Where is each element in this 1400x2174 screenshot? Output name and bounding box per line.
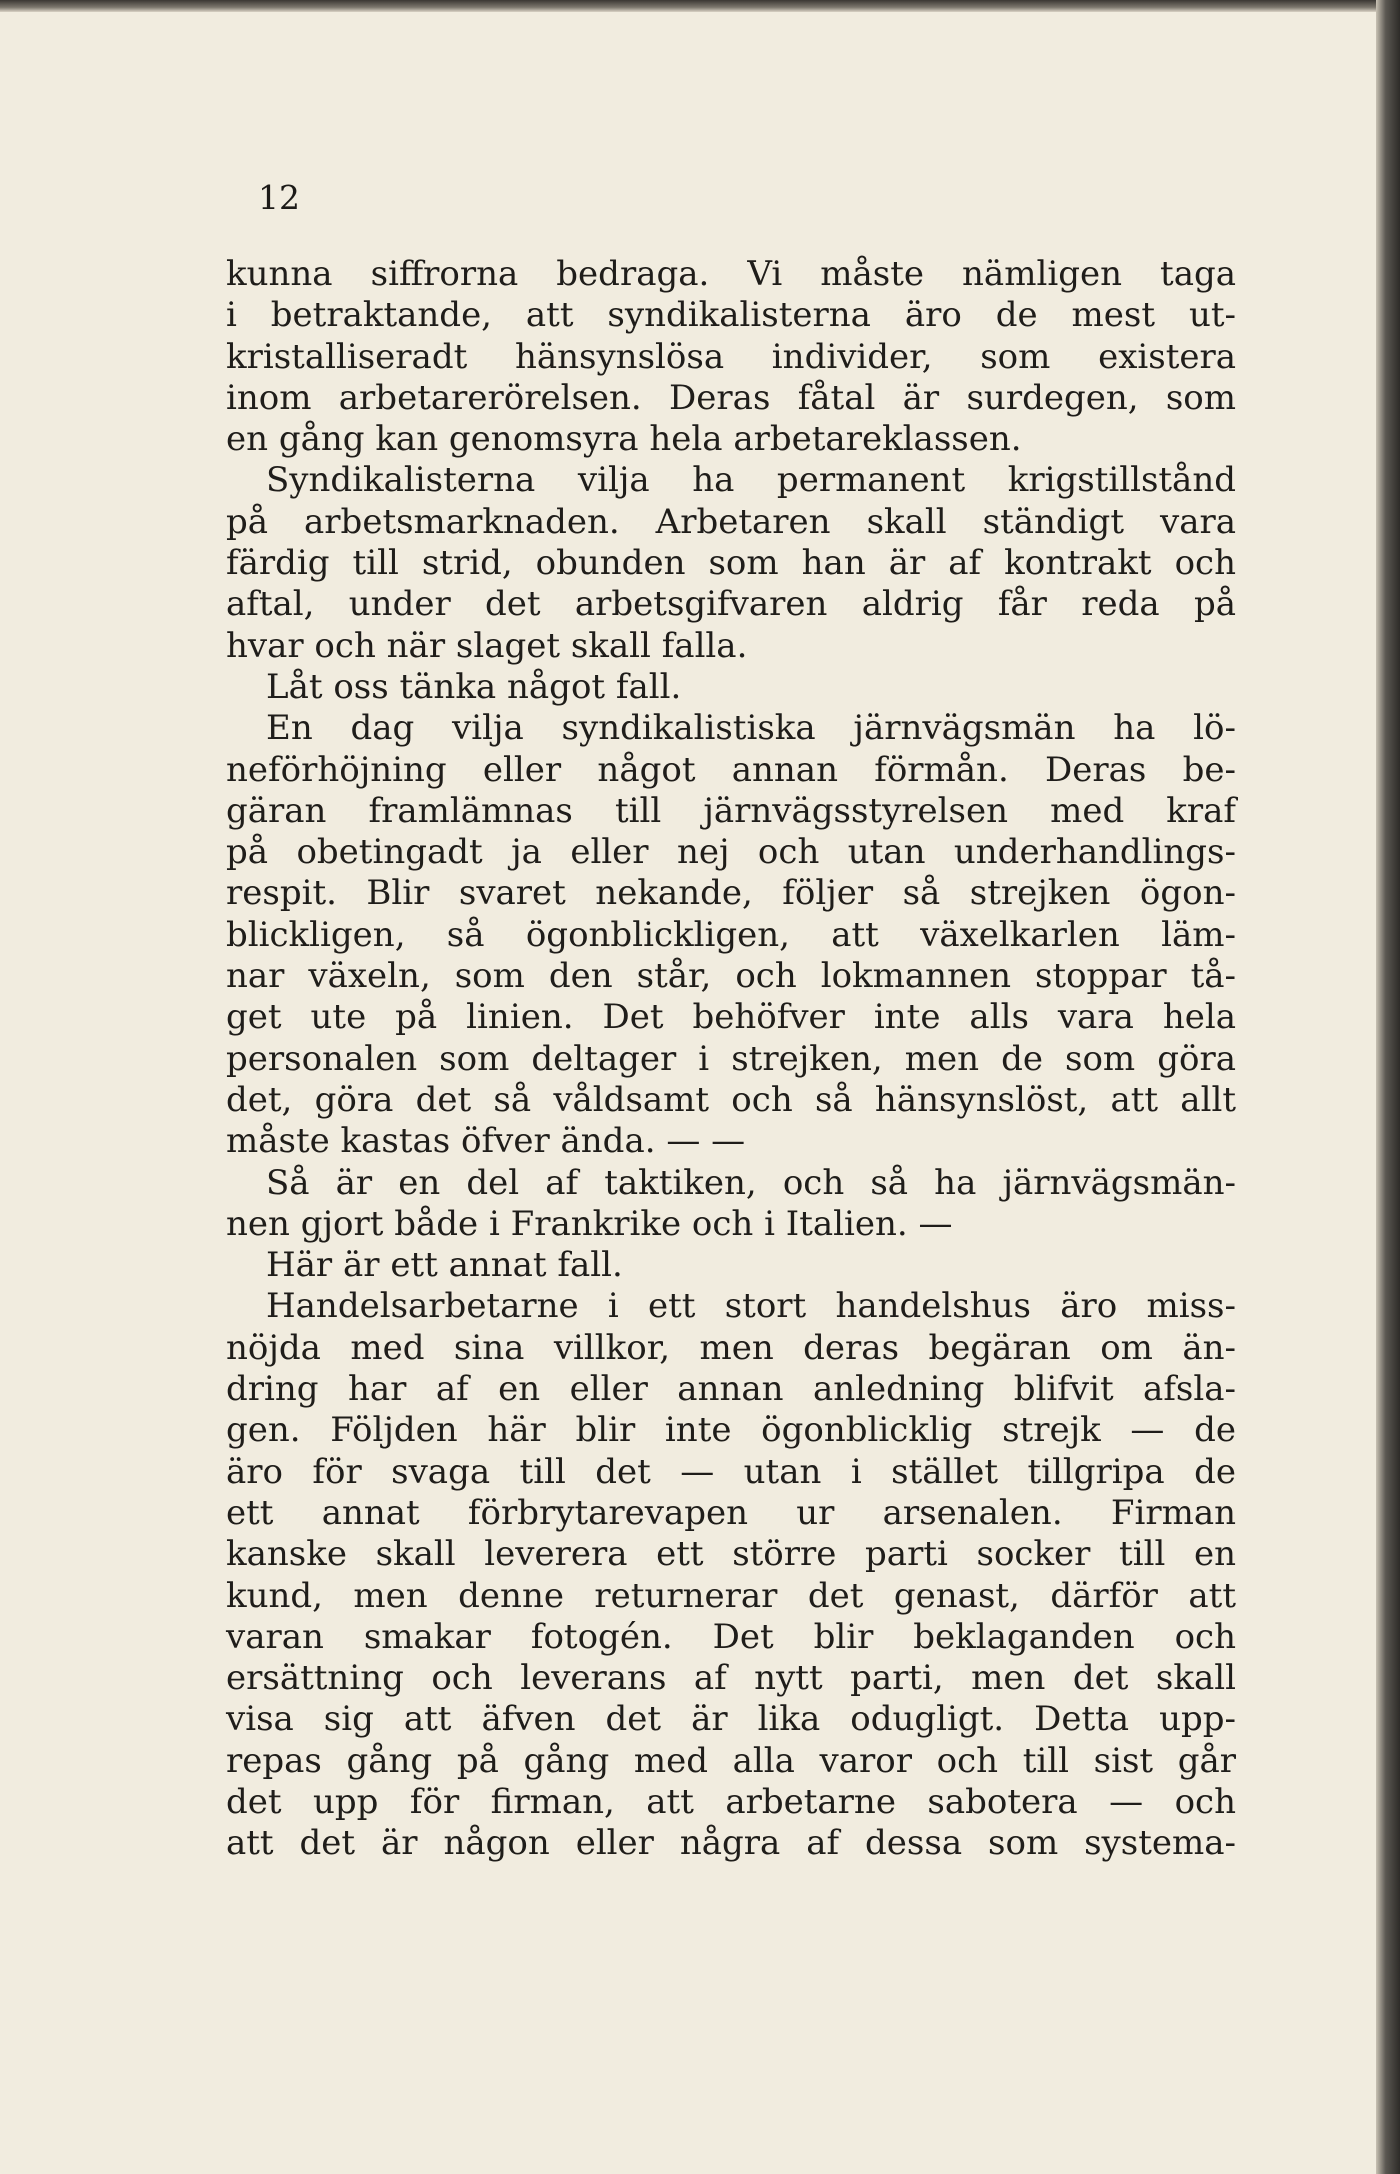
text-line: personalen som deltager i strejken, men de som göra: [226, 1038, 1236, 1079]
text-line: En dag vilja syndikalistiska järnvägsmän ha lö-: [266, 708, 1236, 749]
text-line: en gång kan genomsyra hela arbetareklassen.: [226, 419, 1022, 460]
text-line: hvar och när slaget skall falla.: [226, 625, 748, 666]
text-line: visa sig att äfven det är lika odugligt. Detta upp-: [226, 1699, 1236, 1740]
text-line: det, göra det så våldsamt och så hänsynslöst, att allt: [226, 1079, 1236, 1120]
page-top-shadow: [0, 0, 1400, 12]
page-number: 12: [258, 178, 300, 217]
text-line: Syndikalisterna vilja ha permanent krigstillstånd: [266, 460, 1236, 501]
text-line: ett annat förbrytarevapen ur arsenalen. Firman: [226, 1492, 1236, 1533]
text-line: det upp för firman, att arbetarne sabotera — och: [226, 1781, 1236, 1822]
text-line: måste kastas öfver ända. — —: [226, 1121, 746, 1162]
text-line: på obetingadt ja eller nej och utan underhandlings-: [226, 832, 1236, 873]
text-line: i betraktande, att syndikalisterna äro de mest ut-: [226, 295, 1236, 336]
text-line: ersättning och leverans af nytt parti, men det skall: [226, 1658, 1236, 1699]
text-line: kund, men denne returnerar det genast, därför att: [226, 1575, 1236, 1616]
text-line: kanske skall leverera ett större parti socker till en: [226, 1534, 1236, 1575]
text-line: varan smakar fotogén. Det blir beklaganden och: [226, 1616, 1236, 1657]
text-line: kunna siffrorna bedraga. Vi måste nämligen taga: [226, 254, 1236, 294]
text-line: neförhöjning eller något annan förmån. Deras be-: [226, 749, 1236, 790]
text-line: blickligen, så ögonblickligen, att växelkarlen läm-: [226, 914, 1236, 955]
text-line: get ute på linien. Det behöfver inte alls vara hela: [226, 997, 1236, 1038]
text-line: gäran framlämnas till järnvägsstyrelsen med kraf: [226, 790, 1236, 831]
text-line: Här är ett annat fall.: [266, 1245, 623, 1286]
text-line: att det är någon eller några af dessa som systema-: [226, 1823, 1236, 1864]
text-line: äro för svaga till det — utan i stället tillgripa de: [226, 1451, 1236, 1492]
text-line: respit. Blir svaret nekande, följer så strejken ögon-: [226, 873, 1236, 914]
text-line: aftal, under det arbetsgifvaren aldrig får reda på: [226, 584, 1236, 625]
text-line: Så är en del af taktiken, och så ha järnvägsmän-: [266, 1162, 1236, 1203]
text-line: dring har af en eller annan anledning blifvit afsla-: [226, 1369, 1236, 1410]
text-line: Handelsarbetarne i ett stort handelshus äro miss-: [266, 1286, 1236, 1327]
page-binding-shadow: [1376, 0, 1400, 2174]
text-line: nar växeln, som den står, och lokmannen stoppar tå-: [226, 956, 1236, 997]
text-line: kristalliseradt hänsynslösa individer, som existera: [226, 336, 1236, 377]
text-line: inom arbetarerörelsen. Deras fåtal är surdegen, som: [226, 377, 1236, 418]
body-text: [226, 254, 1236, 1865]
text-line: färdig till strid, obunden som han är af kontrakt och: [226, 543, 1236, 584]
text-line: gen. Följden här blir inte ögonblicklig strejk — de: [226, 1410, 1236, 1451]
text-line: på arbetsmarknaden. Arbetaren skall ständigt vara: [226, 501, 1236, 542]
text-line: repas gång på gång med alla varor och till sist går: [226, 1740, 1236, 1781]
text-line: Låt oss tänka något fall.: [266, 666, 682, 707]
text-line: nöjda med sina villkor, men deras begäran om än-: [226, 1327, 1236, 1368]
text-line: nen gjort både i Frankrike och i Italien. —: [226, 1203, 953, 1244]
